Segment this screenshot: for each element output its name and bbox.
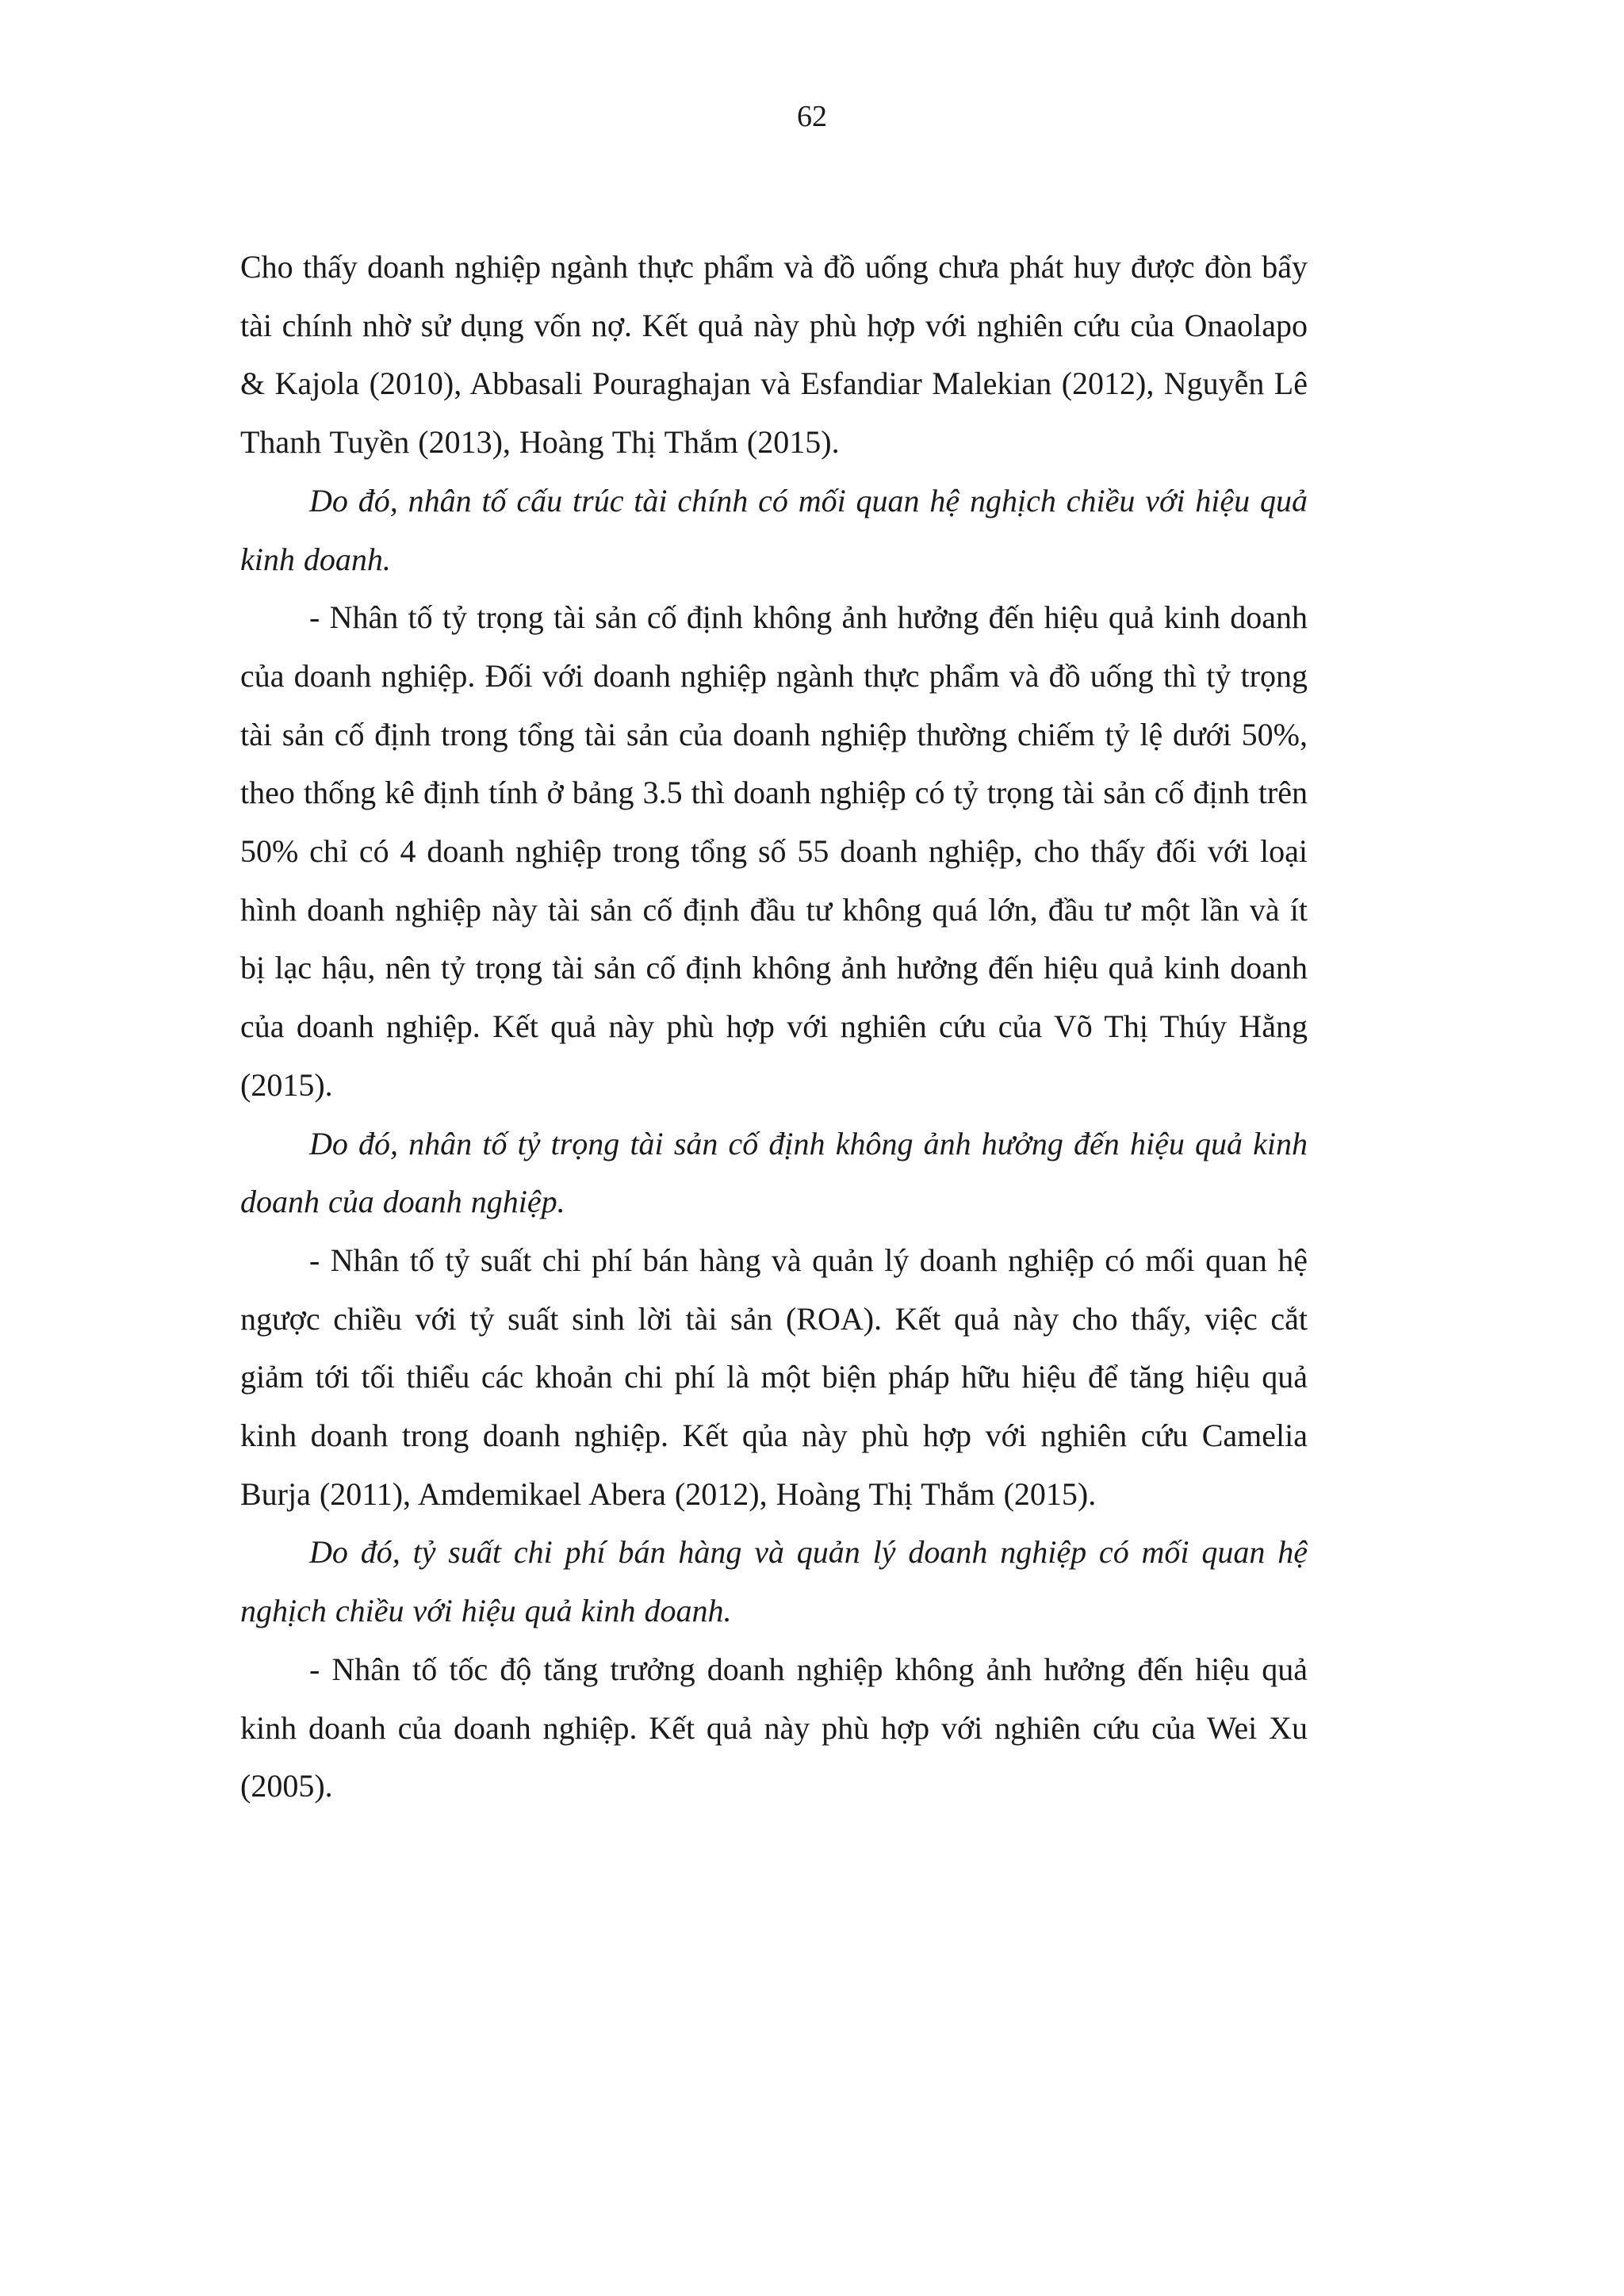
page-body	[240, 238, 1308, 1816]
paragraph-continuation: Cho thấy doanh nghiệp ngành thực phẩm và đồ uống chưa phát huy được đòn bẩy tài chính nhờ sử dụng vốn nợ. Kết quả này phù hợp với nghiên cứu của Onaolapo & Kajola (2010), Abbasali Pouraghajan và Esfandiar Malekian (2012), Nguyễn Lê Thanh Tuyền (2013), Hoàng Thị Thắm (2015).	[240, 249, 1308, 461]
paragraph-selling-admin-costs: - Nhân tố tỷ suất chi phí bán hàng và quản lý doanh nghiệp có mối quan hệ ngược chiều với tỷ suất sinh lời tài sản (ROA). Kết quả này cho thấy, việc cắt giảm tới tối thiểu các khoản chi phí là một biện pháp hữu hiệu để tăng hiệu quả kinh doanh trong doanh nghiệp. Kết qủa này phù hợp với nghiên cứu Camelia Burja (2011), Amdemikael Abera (2012), Hoàng Thị Thắm (2015).	[240, 1242, 1308, 1512]
page-number: 62	[797, 100, 827, 133]
paragraph-fixed-assets: - Nhân tố tỷ trọng tài sản cố định không ảnh hưởng đến hiệu quả kinh doanh của doanh nghiệp. Đối với doanh nghiệp ngành thực phẩm và đồ uống thì tỷ trọng tài sản cố định trong tổng tài sản của doanh nghiệp thường chiếm tỷ lệ dưới 50%, theo thống kê định tính ở bảng 3.5 thì doanh nghiệp có tỷ trọng tài sản cố định trên 50% chỉ có 4 doanh nghiệp trong tổng số 55 doanh nghiệp, cho thấy đối với loại hình doanh nghiệp này tài sản cố định đầu tư không quá lớn, đầu tư một lần và ít bị lạc hậu, nên tỷ trọng tài sản cố định không ảnh hưởng đến hiệu quả kinh doanh của doanh nghiệp. Kết quả này phù hợp với nghiên cứu của Võ Thị Thúy Hằng (2015).	[240, 599, 1308, 1103]
paragraph-conclusion-fixed-assets: Do đó, nhân tố tỷ trọng tài sản cố định không ảnh hưởng đến hiệu quả kinh doanh của doanh nghiệp.	[240, 1125, 1308, 1220]
paragraph-conclusion-financial-structure: Do đó, nhân tố cấu trúc tài chính có mối quan hệ nghịch chiều với hiệu quả kinh doanh.	[240, 482, 1308, 577]
paragraph-conclusion-costs: Do đó, tỷ suất chi phí bán hàng và quản lý doanh nghiệp có mối quan hệ nghịch chiều với hiệu quả kinh doanh.	[240, 1534, 1308, 1629]
paragraph-growth-rate: - Nhân tố tốc độ tăng trưởng doanh nghiệp không ảnh hưởng đến hiệu quả kinh doanh của doanh nghiệp. Kết quả này phù hợp với nghiên cứu của Wei Xu (2005).	[240, 1651, 1308, 1804]
